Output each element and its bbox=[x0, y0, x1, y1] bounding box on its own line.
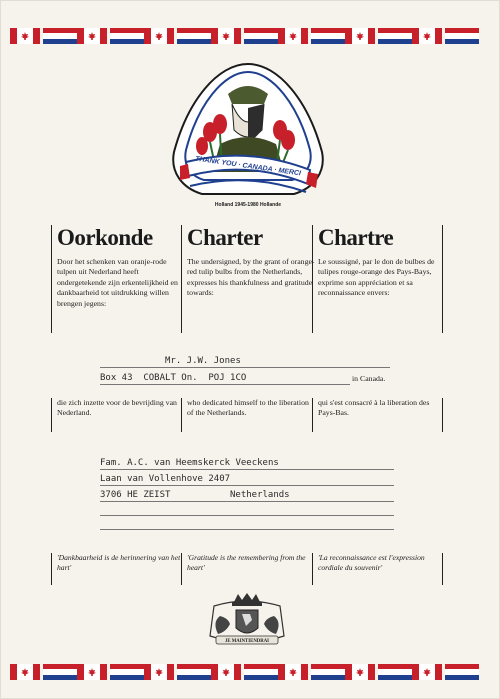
dedication-english: who dedicated himself to the liberation of the Netherlands. bbox=[181, 398, 311, 432]
dutch-flag-icon bbox=[311, 664, 345, 680]
recipient-name-line bbox=[100, 367, 390, 368]
emblem-ribbon-text: THANK YOU · CANADA · MERCI bbox=[194, 155, 302, 178]
dutch-flag-icon bbox=[177, 664, 211, 680]
flag-pair bbox=[211, 664, 278, 680]
column-english bbox=[181, 225, 315, 333]
quote-french: 'La reconnaissance est l'expression cordiale du souvenir' bbox=[312, 553, 443, 585]
title-charter: Charter bbox=[187, 225, 263, 250]
canadian-flag-icon bbox=[211, 28, 241, 44]
flag-border-top bbox=[10, 28, 490, 44]
quote-english: 'Gratitude is the remembering from the heart' bbox=[181, 553, 311, 585]
crest-motto: JE MAINTIENDRAI bbox=[224, 639, 270, 644]
donor-line-5-rule bbox=[100, 529, 394, 530]
flag-pair bbox=[10, 664, 77, 680]
donor-line-3-rule bbox=[100, 501, 394, 502]
column-dutch bbox=[51, 225, 185, 333]
recipient-country: in Canada. bbox=[352, 374, 386, 383]
quote-dutch: 'Dankbaarheid is de herinnering van het hart' bbox=[51, 553, 181, 585]
intro-french: Le soussigné, par le don de bulbes de tulipes rouge-orange des Pays-Bays, exprime son appréciation et sa reconnaissance envers: bbox=[318, 257, 435, 298]
recipient-name: Mr. J.W. Jones bbox=[165, 356, 241, 366]
dedication-french: qui s'est consacré à la liberation des Pays-Bas. bbox=[312, 398, 443, 432]
canadian-flag-icon bbox=[10, 664, 40, 680]
canadian-flag-icon bbox=[144, 664, 174, 680]
flag-pair bbox=[10, 28, 77, 44]
canadian-flag-icon bbox=[412, 664, 442, 680]
donor-line-2-rule bbox=[100, 485, 394, 486]
dutch-flag-icon bbox=[177, 28, 211, 44]
donor-postcode: 3706 HE ZEIST bbox=[100, 490, 171, 500]
donor-line-1: Fam. A.C. van Heemskerck Veeckens bbox=[100, 458, 279, 468]
title-oorkonde: Oorkonde bbox=[57, 225, 153, 250]
donor-country: Netherlands bbox=[230, 490, 290, 500]
dedication-dutch: die zich inzette voor de bevrijding van Nederland. bbox=[51, 398, 181, 432]
recipient-address-line bbox=[100, 384, 350, 385]
flag-pair bbox=[412, 28, 479, 44]
dutch-flag-icon bbox=[378, 28, 412, 44]
dutch-flag-icon bbox=[110, 28, 144, 44]
flag-pair bbox=[345, 664, 412, 680]
flag-pair bbox=[77, 28, 144, 44]
flag-pair bbox=[345, 28, 412, 44]
donor-line-4-rule bbox=[100, 515, 394, 516]
dutch-flag-icon bbox=[110, 664, 144, 680]
dutch-flag-icon bbox=[43, 28, 77, 44]
flag-pair bbox=[211, 28, 278, 44]
flag-pair bbox=[144, 664, 211, 680]
flag-pair bbox=[278, 28, 345, 44]
canadian-flag-icon bbox=[278, 664, 308, 680]
recipient-address: Box 43 COBALT On. POJ 1CO bbox=[100, 373, 247, 383]
canadian-flag-icon bbox=[345, 664, 375, 680]
donor-line-1-rule bbox=[100, 469, 394, 470]
flag-pair bbox=[144, 28, 211, 44]
canadian-flag-icon bbox=[144, 28, 174, 44]
soldier-with-tulips-icon bbox=[168, 60, 328, 215]
canadian-flag-icon bbox=[77, 28, 107, 44]
dutch-flag-icon bbox=[244, 664, 278, 680]
flag-pair bbox=[278, 664, 345, 680]
canadian-flag-icon bbox=[345, 28, 375, 44]
dutch-flag-icon bbox=[244, 28, 278, 44]
dutch-flag-icon bbox=[43, 664, 77, 680]
flag-pair bbox=[412, 664, 479, 680]
canadian-flag-icon bbox=[211, 664, 241, 680]
flag-border-bottom bbox=[10, 664, 490, 680]
intro-english: The undersigned, by the grant of orange-red tulip bulbs from the Netherlands, expresses his thankfulness and gratitude towards: bbox=[187, 257, 315, 298]
title-chartre: Chartre bbox=[318, 225, 394, 250]
dutch-flag-icon bbox=[445, 664, 479, 680]
dutch-flag-icon bbox=[311, 28, 345, 44]
dutch-flag-icon bbox=[445, 28, 479, 44]
dutch-flag-icon bbox=[378, 664, 412, 680]
canadian-flag-icon bbox=[412, 28, 442, 44]
canadian-flag-icon bbox=[10, 28, 40, 44]
column-french bbox=[312, 225, 443, 333]
canadian-flag-icon bbox=[278, 28, 308, 44]
intro-dutch: Door het schenken van oranje-rode tulpen uit Nederland heeft ondergetekende zijn erkentelijkheid en dankbaarheid tot uitdrukking willen brengen jegens: bbox=[57, 257, 178, 308]
dutch-royal-coat-of-arms-icon bbox=[192, 592, 302, 654]
donor-line-2: Laan van Vollenhove 2407 bbox=[100, 474, 231, 484]
canadian-flag-icon bbox=[77, 664, 107, 680]
emblem-caption: Holland 1945-1980 Hollande bbox=[214, 202, 282, 208]
flag-pair bbox=[77, 664, 144, 680]
